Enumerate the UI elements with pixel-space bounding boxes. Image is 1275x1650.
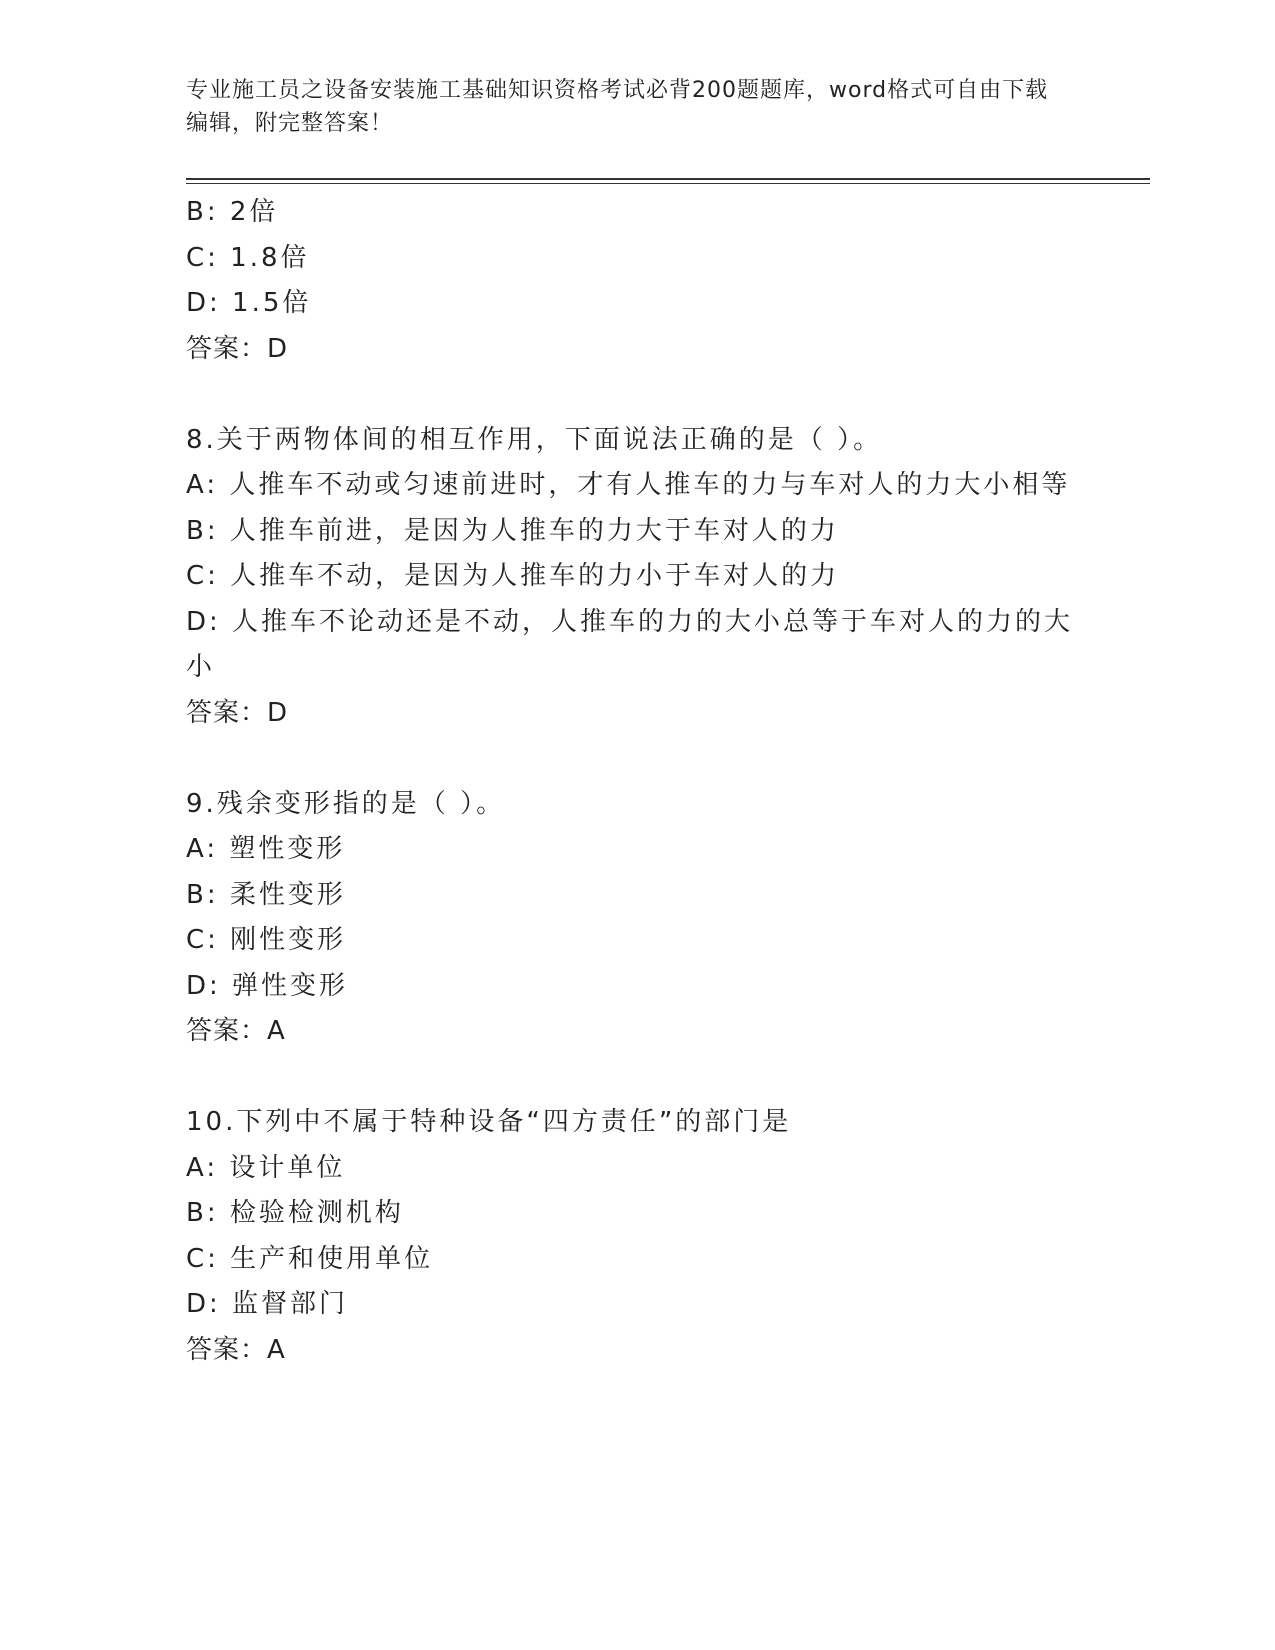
option-b: B: 人推车前进，是因为人推车的力大于车对人的力 xyxy=(186,515,839,546)
option-b: B: 柔性变形 xyxy=(186,879,346,910)
question-8 xyxy=(186,418,1086,737)
option-d: D: 1.5倍 xyxy=(186,288,312,318)
option-a: A: 塑性变形 xyxy=(186,834,346,864)
spacer xyxy=(186,372,1086,418)
question-content xyxy=(186,190,1086,1373)
option-c: C: 1.8倍 xyxy=(186,242,310,273)
question-stem: 10.下列中不属于特种设备“四方责任”的部门是 xyxy=(186,1107,792,1137)
option-c: C: 刚性变形 xyxy=(186,925,347,955)
option-a: A: 设计单位 xyxy=(186,1152,346,1183)
option-b: B: 检验检测机构 xyxy=(186,1198,404,1228)
question-10 xyxy=(186,1100,1086,1373)
question-9 xyxy=(186,782,1086,1055)
option-c: C: 生产和使用单位 xyxy=(186,1243,434,1274)
spacer xyxy=(186,1055,1086,1101)
option-a: A: 人推车不动或匀速前进时，才有人推车的力与车对人的力大小相等 xyxy=(186,470,1071,500)
answer-line: 答案：D xyxy=(186,333,289,364)
header-divider-thin xyxy=(186,183,1150,184)
option-d: D: 监督部门 xyxy=(186,1289,349,1319)
spacer xyxy=(186,736,1086,782)
option-b: B: 2倍 xyxy=(186,197,279,227)
document-header: 专业施工员之设备安装施工基础知识资格考试必背200题题库，word格式可自由下载编辑，附完整答案！ xyxy=(186,78,1049,136)
question-stem: 9.残余变形指的是（ ）。 xyxy=(186,788,506,819)
answer-line: 答案：A xyxy=(186,1334,286,1365)
question-7-continued xyxy=(186,190,1086,372)
option-d: D: 弹性变形 xyxy=(186,970,349,1001)
answer-line: 答案：D xyxy=(186,697,289,728)
answer-line: 答案：A xyxy=(186,1016,286,1046)
header-divider-thick xyxy=(186,178,1150,180)
option-d: D: 人推车不论动还是不动，人推车的力的大小总等于车对人的力的大小 xyxy=(186,606,1074,682)
option-c: C: 人推车不动，是因为人推车的力小于车对人的力 xyxy=(186,561,840,591)
question-stem: 8.关于两物体间的相互作用，下面说法正确的是（ ）。 xyxy=(186,424,883,455)
